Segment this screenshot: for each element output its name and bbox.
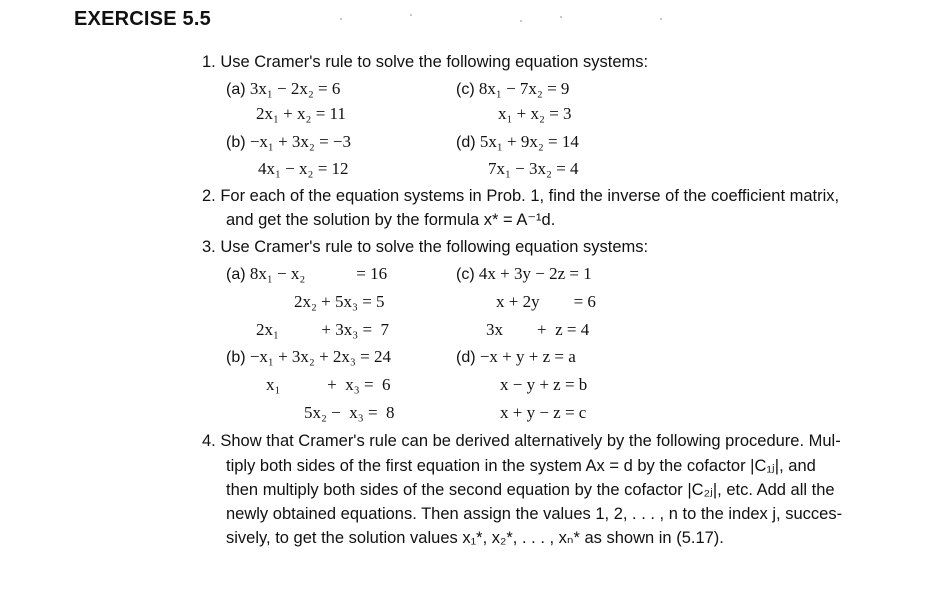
p3-b-eq1 <box>226 347 391 368</box>
p1-c-label: (c) <box>456 81 475 98</box>
p1-b-label: (b) <box>226 134 246 151</box>
problem-4-line-2: tiply both sides of the first equation in the system Ax = d by the cofactor |C₁ⱼ|, and <box>226 457 816 475</box>
p3-b-eq2: x₁ + x₃ = 6 <box>266 375 391 394</box>
p3-d-eq3: x + y − z = c <box>500 403 587 422</box>
p1-a-eq2: 2x₁ + x₂ = 11 <box>256 104 346 123</box>
p3-c-eq2: x + 2y = 6 <box>496 292 596 311</box>
p1-c-eq1-text: 8x₁ − 7x₂ = 9 <box>478 79 570 98</box>
p3-d-label: (d) <box>456 349 476 366</box>
problem-2-line-1: 2. For each of the equation systems in Prob. 1, find the inverse of the coefficient matrix, <box>202 187 840 205</box>
p1-d-eq2: 7x₁ − 3x₂ = 4 <box>488 159 579 178</box>
p1-b-eq2: 4x₁ − x₂ = 12 <box>258 159 349 178</box>
scan-speck <box>340 18 342 20</box>
scan-speck <box>660 18 662 20</box>
p3-a-label: (a) <box>226 266 246 283</box>
p3-b-eq3: 5x₂ − x₃ = 8 <box>304 403 395 422</box>
p1-d-eq1-text: 5x₁ + 9x₂ = 14 <box>479 132 579 151</box>
problem-3-text: 3. Use Cramer's rule to solve the following equation systems: <box>202 238 649 256</box>
scan-speck <box>410 14 412 16</box>
p3-d-eq1-text: −x + y + z = a <box>479 347 576 366</box>
scan-speck <box>560 16 562 18</box>
p1-a-eq1 <box>226 79 340 100</box>
p1-c-eq1 <box>456 79 569 100</box>
problem-1-text: 1. Use Cramer's rule to solve the following equation systems: <box>202 53 649 71</box>
p3-c-eq1-text: 4x + 3y − 2z = 1 <box>478 264 592 283</box>
p3-a-eq3: 2x₁ + 3x₃ = 7 <box>256 320 390 339</box>
p1-b-eq1 <box>226 132 351 153</box>
p3-b-eq1-text: −x₁ + 3x₂ + 2x₃ = 24 <box>249 347 391 366</box>
problem-4-line-1: 4. Show that Cramer's rule can be derived alternatively by the following procedure. Mul- <box>202 432 841 450</box>
problem-4-line-5: sively, to get the solution values x₁*, x₂*, . . . , xₙ* as shown in (5.17). <box>226 529 724 547</box>
p3-b-label: (b) <box>226 349 246 366</box>
problem-4-line-3: then multiply both sides of the second equation by the cofactor |C₂ⱼ|, etc. Add all the <box>226 481 835 499</box>
p1-d-eq1 <box>456 132 579 153</box>
p3-d-eq2: x − y + z = b <box>500 375 588 394</box>
p1-d-label: (d) <box>456 134 476 151</box>
p1-b-eq1-text: −x₁ + 3x₂ = −3 <box>249 132 352 151</box>
p3-c-label: (c) <box>456 266 475 283</box>
p3-a-eq2: 2x₂ + 5x₃ = 5 <box>294 292 385 311</box>
p3-a-eq1 <box>226 264 387 285</box>
p3-a-eq1-text: 8x₁ − x₂ = 16 <box>249 264 388 283</box>
p1-c-eq2: x₁ + x₂ = 3 <box>498 104 572 123</box>
problem-2-line-2: and get the solution by the formula x* = A⁻¹d. <box>226 211 556 229</box>
p3-d-eq1 <box>456 347 576 368</box>
exercise-title: EXERCISE 5.5 <box>74 8 211 30</box>
p1-a-eq1-text: 3x₁ − 2x₂ = 6 <box>249 79 341 98</box>
scan-speck <box>520 20 522 22</box>
p1-a-label: (a) <box>226 81 246 98</box>
p3-c-eq1 <box>456 264 592 285</box>
p3-c-eq3: 3x + z = 4 <box>486 320 590 339</box>
problem-4-line-4: newly obtained equations. Then assign the values 1, 2, . . . , n to the index j, succes- <box>226 505 843 523</box>
